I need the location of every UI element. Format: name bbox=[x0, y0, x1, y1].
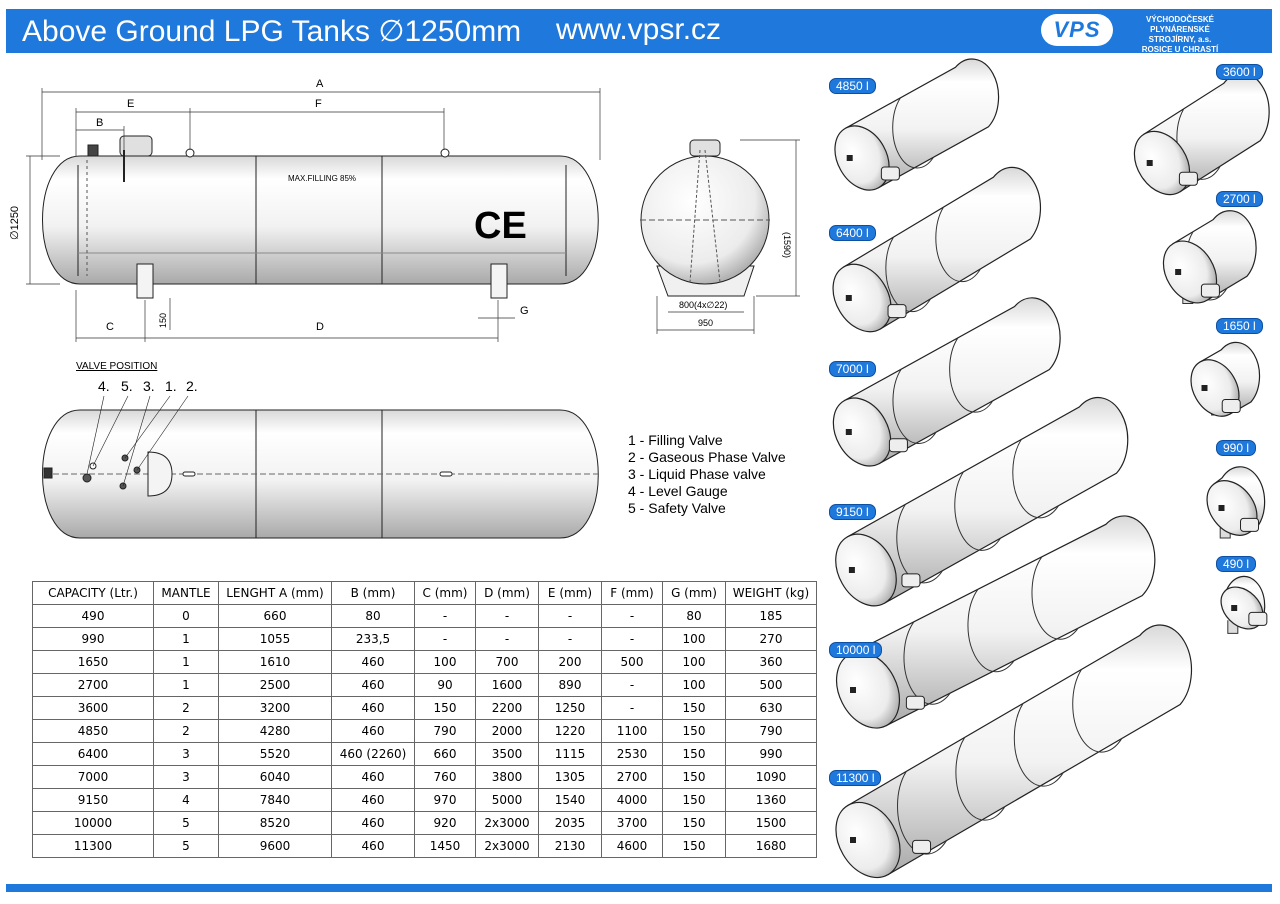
table-cell: 1610 bbox=[219, 651, 332, 674]
dim-label-e: E bbox=[127, 98, 135, 110]
table-cell: - bbox=[476, 628, 539, 651]
nameplate-icon bbox=[849, 567, 855, 573]
table-cell: 1 bbox=[154, 628, 219, 651]
table-cell: - bbox=[602, 674, 663, 697]
table-cell: 760 bbox=[415, 766, 476, 789]
support-leg bbox=[137, 264, 153, 298]
table-row bbox=[33, 720, 817, 743]
nameplate-icon bbox=[847, 155, 853, 161]
tank-renders bbox=[821, 59, 1271, 889]
table-cell: - bbox=[539, 628, 602, 651]
table-cell: 9150 bbox=[33, 789, 154, 812]
capacity-badge: 6400 l bbox=[829, 225, 876, 241]
capacity-badge: 490 l bbox=[1216, 556, 1256, 572]
capacity-badge: 7000 l bbox=[829, 361, 876, 377]
table-cell: 990 bbox=[726, 743, 817, 766]
table-cell: 6040 bbox=[219, 766, 332, 789]
capacity-badge: 9150 l bbox=[829, 504, 876, 520]
table-cell: 660 bbox=[415, 743, 476, 766]
table-cell: 660 bbox=[219, 605, 332, 628]
table-cell: 4 bbox=[154, 789, 219, 812]
table-cell: 100 bbox=[663, 651, 726, 674]
table-cell: 100 bbox=[663, 628, 726, 651]
dim-label-950: 950 bbox=[698, 318, 714, 328]
valve-cover-icon bbox=[906, 696, 924, 709]
capacity-badge: 990 l bbox=[1216, 440, 1256, 456]
table-cell: 3200 bbox=[219, 697, 332, 720]
column-header: CAPACITY (Ltr.) bbox=[33, 582, 154, 605]
table-cell: - bbox=[415, 628, 476, 651]
table-cell: 2130 bbox=[539, 835, 602, 858]
table-cell: 150 bbox=[663, 789, 726, 812]
table-cell: - bbox=[602, 697, 663, 720]
table-cell: 80 bbox=[332, 605, 415, 628]
top-view-labels bbox=[76, 361, 198, 394]
table-cell: 1220 bbox=[539, 720, 602, 743]
table-cell: 3800 bbox=[476, 766, 539, 789]
table-cell: 790 bbox=[415, 720, 476, 743]
nameplate-icon bbox=[846, 429, 852, 435]
valve-cover-icon bbox=[1222, 400, 1240, 413]
table-cell: 460 bbox=[332, 789, 415, 812]
valve-cover-icon bbox=[902, 574, 920, 587]
table-cell: - bbox=[476, 605, 539, 628]
table-row bbox=[33, 697, 817, 720]
valve-icon bbox=[88, 145, 98, 156]
legend-item: 2 - Gaseous Phase Valve bbox=[628, 449, 786, 465]
tank-spec-table bbox=[32, 581, 817, 858]
table-cell: 9600 bbox=[219, 835, 332, 858]
table-cell: 460 bbox=[332, 651, 415, 674]
legend-item: 1 - Filling Valve bbox=[628, 432, 723, 448]
valve-cover-icon bbox=[913, 840, 931, 853]
end-view bbox=[640, 140, 770, 296]
table-cell: 90 bbox=[415, 674, 476, 697]
table-cell: 8520 bbox=[219, 812, 332, 835]
table-cell: 990 bbox=[33, 628, 154, 651]
table-row bbox=[33, 651, 817, 674]
table-cell: 630 bbox=[726, 697, 817, 720]
table-cell: - bbox=[415, 605, 476, 628]
top-view bbox=[43, 396, 601, 538]
dim-label-a: A bbox=[316, 78, 324, 90]
table-row bbox=[33, 743, 817, 766]
valve-cover-icon bbox=[888, 305, 906, 318]
column-header: F (mm) bbox=[602, 582, 663, 605]
table-cell: 920 bbox=[415, 812, 476, 835]
nameplate-icon bbox=[1147, 160, 1153, 166]
table-cell: 3500 bbox=[476, 743, 539, 766]
valve-number-4: 4. bbox=[98, 378, 110, 394]
table-cell: 150 bbox=[663, 766, 726, 789]
table-cell: 1055 bbox=[219, 628, 332, 651]
capacity-badge: 10000 l bbox=[829, 642, 882, 658]
tank-render bbox=[1123, 73, 1269, 205]
lifting-lug-icon bbox=[186, 149, 194, 157]
table-cell: 3600 bbox=[33, 697, 154, 720]
table-cell: 5000 bbox=[476, 789, 539, 812]
nameplate-icon bbox=[1219, 505, 1225, 511]
table-cell: 0 bbox=[154, 605, 219, 628]
lug-icon bbox=[183, 472, 195, 476]
valve-number-5: 5. bbox=[121, 378, 133, 394]
table-cell: - bbox=[602, 628, 663, 651]
dim-label-150: 150 bbox=[158, 312, 168, 328]
valve-cover-icon bbox=[690, 140, 720, 156]
valve-number-1: 1. bbox=[165, 378, 177, 394]
table-cell: 2 bbox=[154, 697, 219, 720]
table-cell: 1250 bbox=[539, 697, 602, 720]
table-cell: 2700 bbox=[33, 674, 154, 697]
vps-logo: VPS bbox=[1041, 14, 1113, 46]
table-cell: 2x3000 bbox=[476, 835, 539, 858]
table-cell: 100 bbox=[415, 651, 476, 674]
table-cell: 4600 bbox=[602, 835, 663, 858]
column-header: D (mm) bbox=[476, 582, 539, 605]
column-header: LENGHT A (mm) bbox=[219, 582, 332, 605]
table-row bbox=[33, 835, 817, 858]
table-cell: 5 bbox=[154, 812, 219, 835]
capacity-badge: 11300 l bbox=[829, 770, 881, 786]
table-cell: 2x3000 bbox=[476, 812, 539, 835]
valve-cover-icon bbox=[889, 439, 907, 452]
table-cell: 460 (2260) bbox=[332, 743, 415, 766]
column-header: WEIGHT (kg) bbox=[726, 582, 817, 605]
table-cell: 150 bbox=[663, 835, 726, 858]
valve-cover-icon bbox=[1241, 518, 1259, 531]
table-cell: 2500 bbox=[219, 674, 332, 697]
nameplate-icon bbox=[846, 295, 852, 301]
valve-legend bbox=[628, 432, 786, 517]
table-cell: 460 bbox=[332, 720, 415, 743]
column-header: E (mm) bbox=[539, 582, 602, 605]
nameplate-icon bbox=[44, 468, 52, 478]
footer-bar bbox=[6, 884, 1272, 892]
table-cell: 100 bbox=[663, 674, 726, 697]
nameplate-icon bbox=[850, 837, 856, 843]
table-cell: 490 bbox=[33, 605, 154, 628]
table-cell: 1360 bbox=[726, 789, 817, 812]
table-cell: 500 bbox=[602, 651, 663, 674]
tank-render bbox=[1153, 211, 1256, 313]
capacity-badge: 1650 l bbox=[1216, 318, 1263, 334]
tank-render bbox=[1181, 342, 1259, 424]
table-cell: 1 bbox=[154, 674, 219, 697]
table-cell: 3 bbox=[154, 766, 219, 789]
dim-label-b: B bbox=[96, 117, 104, 129]
table-cell: 1600 bbox=[476, 674, 539, 697]
page-title: Above Ground LPG Tanks ∅1250mm bbox=[22, 15, 522, 48]
column-header: B (mm) bbox=[332, 582, 415, 605]
table-cell: 460 bbox=[332, 697, 415, 720]
table-cell: 150 bbox=[663, 720, 726, 743]
dim-label-f: F bbox=[315, 98, 322, 110]
table-cell: 1090 bbox=[726, 766, 817, 789]
table-row bbox=[33, 766, 817, 789]
level-gauge-icon bbox=[83, 474, 91, 482]
valve-number-2: 2. bbox=[186, 378, 198, 394]
max-filling-label: MAX.FILLING 85% bbox=[288, 174, 357, 183]
table-cell: 1650 bbox=[33, 651, 154, 674]
dim-label-legs: 800(4x∅22) bbox=[679, 300, 728, 310]
valve-position-title: VALVE POSITION bbox=[76, 361, 158, 372]
table-cell: 3700 bbox=[602, 812, 663, 835]
valve-cover-icon bbox=[1179, 172, 1197, 185]
table-cell: 80 bbox=[663, 605, 726, 628]
table-cell: 4000 bbox=[602, 789, 663, 812]
support-leg bbox=[491, 264, 507, 298]
table-cell: 150 bbox=[663, 812, 726, 835]
dim-label-d: D bbox=[316, 321, 324, 333]
dim-label-c: C bbox=[106, 321, 114, 333]
dim-label-1590: (1590) bbox=[782, 232, 792, 259]
table-row bbox=[33, 812, 817, 835]
tank-end-cap bbox=[1213, 579, 1271, 637]
table-cell: 2200 bbox=[476, 697, 539, 720]
dim-label-g: G bbox=[520, 305, 529, 317]
table-cell: 5520 bbox=[219, 743, 332, 766]
table-cell: 1115 bbox=[539, 743, 602, 766]
table-cell: 4280 bbox=[219, 720, 332, 743]
table-cell: 10000 bbox=[33, 812, 154, 835]
ce-mark: CE bbox=[474, 205, 527, 247]
valve-cover-icon bbox=[1201, 284, 1219, 297]
lug-icon bbox=[440, 472, 452, 476]
table-cell: 270 bbox=[726, 628, 817, 651]
table-cell: 460 bbox=[332, 766, 415, 789]
table-cell: 890 bbox=[539, 674, 602, 697]
table-cell: 150 bbox=[663, 697, 726, 720]
tank-render bbox=[1213, 576, 1271, 637]
table-cell: 2000 bbox=[476, 720, 539, 743]
company-line-2: STROJÍRNY, a.s. bbox=[1148, 35, 1212, 44]
table-cell: 1680 bbox=[726, 835, 817, 858]
table-cell: 700 bbox=[476, 651, 539, 674]
table-cell: 185 bbox=[726, 605, 817, 628]
table-cell: 460 bbox=[332, 812, 415, 835]
valve-number-3: 3. bbox=[143, 378, 155, 394]
capacity-badge: 4850 l bbox=[829, 78, 876, 94]
table-cell: 4850 bbox=[33, 720, 154, 743]
table-cell: 2035 bbox=[539, 812, 602, 835]
column-header: G (mm) bbox=[663, 582, 726, 605]
dim-label-diameter: ∅1250 bbox=[9, 205, 21, 240]
company-line-3: ROSICE U CHRASTÍ bbox=[1141, 45, 1219, 54]
table-cell: 3 bbox=[154, 743, 219, 766]
table-cell: 1100 bbox=[602, 720, 663, 743]
table-cell: - bbox=[602, 605, 663, 628]
table-cell: - bbox=[539, 605, 602, 628]
table-cell: 460 bbox=[332, 835, 415, 858]
capacity-badge: 3600 l bbox=[1216, 64, 1263, 80]
table-cell: 360 bbox=[726, 651, 817, 674]
table-cell: 7840 bbox=[219, 789, 332, 812]
nameplate-icon bbox=[850, 687, 856, 693]
table-row bbox=[33, 605, 817, 628]
table-cell: 11300 bbox=[33, 835, 154, 858]
table-cell: 233,5 bbox=[332, 628, 415, 651]
table-cell: 1 bbox=[154, 651, 219, 674]
table-cell: 1540 bbox=[539, 789, 602, 812]
nameplate-icon bbox=[1175, 269, 1181, 275]
table-cell: 200 bbox=[539, 651, 602, 674]
capacity-badge: 2700 l bbox=[1216, 191, 1263, 207]
legend-item: 4 - Level Gauge bbox=[628, 483, 728, 499]
table-cell: 2530 bbox=[602, 743, 663, 766]
company-line-1: VÝCHODOČESKÉ PLYNÁRENSKÉ bbox=[1145, 15, 1214, 34]
table-cell: 970 bbox=[415, 789, 476, 812]
table-cell: 150 bbox=[415, 697, 476, 720]
table-cell: 790 bbox=[726, 720, 817, 743]
nameplate-icon bbox=[1231, 605, 1237, 611]
table-cell: 2700 bbox=[602, 766, 663, 789]
table-cell: 1305 bbox=[539, 766, 602, 789]
table-cell: 2 bbox=[154, 720, 219, 743]
tank-render bbox=[1197, 467, 1268, 545]
valve-cover-icon bbox=[1249, 612, 1267, 625]
table-cell: 1450 bbox=[415, 835, 476, 858]
lifting-lug-icon bbox=[441, 149, 449, 157]
legend-item: 3 - Liquid Phase valve bbox=[628, 466, 766, 482]
table-cell: 150 bbox=[663, 743, 726, 766]
table-cell: 500 bbox=[726, 674, 817, 697]
legend-item: 5 - Safety Valve bbox=[628, 500, 726, 516]
table-cell: 6400 bbox=[33, 743, 154, 766]
nameplate-icon bbox=[1202, 385, 1208, 391]
column-header: MANTLE bbox=[154, 582, 219, 605]
table-cell: 1500 bbox=[726, 812, 817, 835]
valve-cover-icon bbox=[881, 167, 899, 180]
table-header-row bbox=[33, 582, 817, 605]
table-cell: 460 bbox=[332, 674, 415, 697]
website-url[interactable]: www.vpsr.cz bbox=[556, 13, 722, 46]
table-row bbox=[33, 674, 817, 697]
table-row bbox=[33, 789, 817, 812]
column-header: C (mm) bbox=[415, 582, 476, 605]
table-row bbox=[33, 628, 817, 651]
table-cell: 7000 bbox=[33, 766, 154, 789]
table-cell: 5 bbox=[154, 835, 219, 858]
